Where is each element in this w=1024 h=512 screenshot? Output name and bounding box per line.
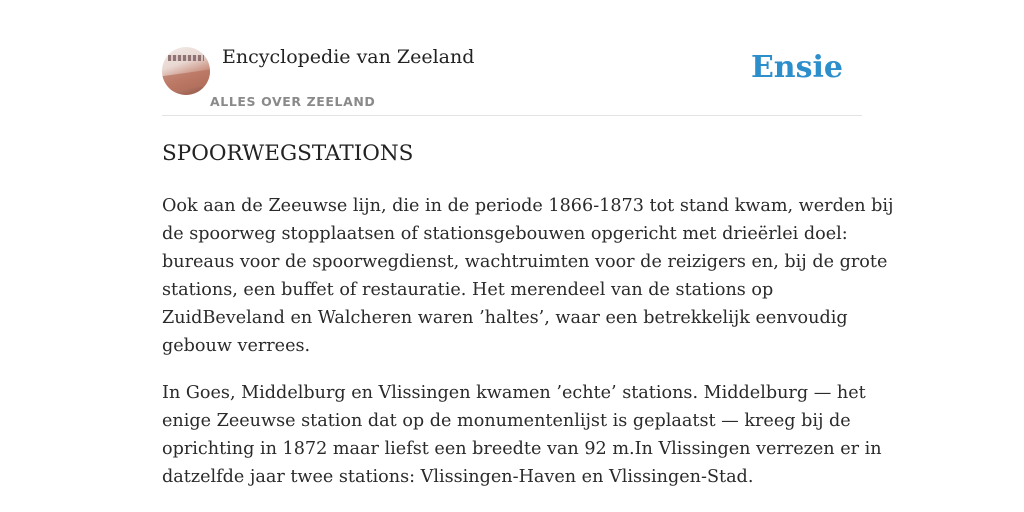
avatar-band — [168, 55, 204, 61]
site-title[interactable]: Encyclopedie van Zeeland — [222, 46, 475, 68]
paragraph-line: In Goes, Middelburg en Vlissingen kwamen ’echte’ stations. Middelburg — het — [162, 383, 866, 403]
article-title: SPOORWEGSTATIONS — [162, 141, 414, 166]
paragraph-line: Ook aan de Zeeuwse lijn, die in de periode 1866-1873 tot stand kwam, werden bij — [162, 196, 894, 216]
paragraph-line: gebouw verrees. — [162, 336, 311, 356]
paragraph-line: bureaus voor de spoorwegdienst, wachtruimten voor de reizigers en, bij de grote — [162, 252, 888, 272]
site-header — [162, 0, 862, 116]
avatar-shade — [162, 69, 210, 93]
brand-logo[interactable]: Ensie — [750, 50, 843, 85]
paragraph-line: datzelfde jaar twee stations: Vlissingen-Haven en Vlissingen-Stad. — [162, 467, 754, 487]
site-avatar[interactable] — [162, 47, 210, 95]
paragraph-line: enige Zeeuwse station dat op de monumentenlijst is geplaatst — kreeg bij de — [162, 411, 851, 431]
site-subtitle: ALLES OVER ZEELAND — [210, 94, 376, 109]
paragraph-line: stations, een buffet of restauratie. Het merendeel van de stations op — [162, 280, 774, 300]
paragraph-line: de spoorweg stopplaatsen of stationsgebouwen opgericht met drieërlei doel: — [162, 224, 848, 244]
article-paragraph — [162, 379, 882, 491]
article-paragraph — [162, 192, 894, 360]
paragraph-line: ZuidBeveland en Walcheren waren ’haltes’, waar een betrekkelijk eenvoudig — [162, 308, 848, 328]
paragraph-line: oprichting in 1872 maar liefst een breedte van 92 m.In Vlissingen verrezen er in — [162, 439, 882, 459]
